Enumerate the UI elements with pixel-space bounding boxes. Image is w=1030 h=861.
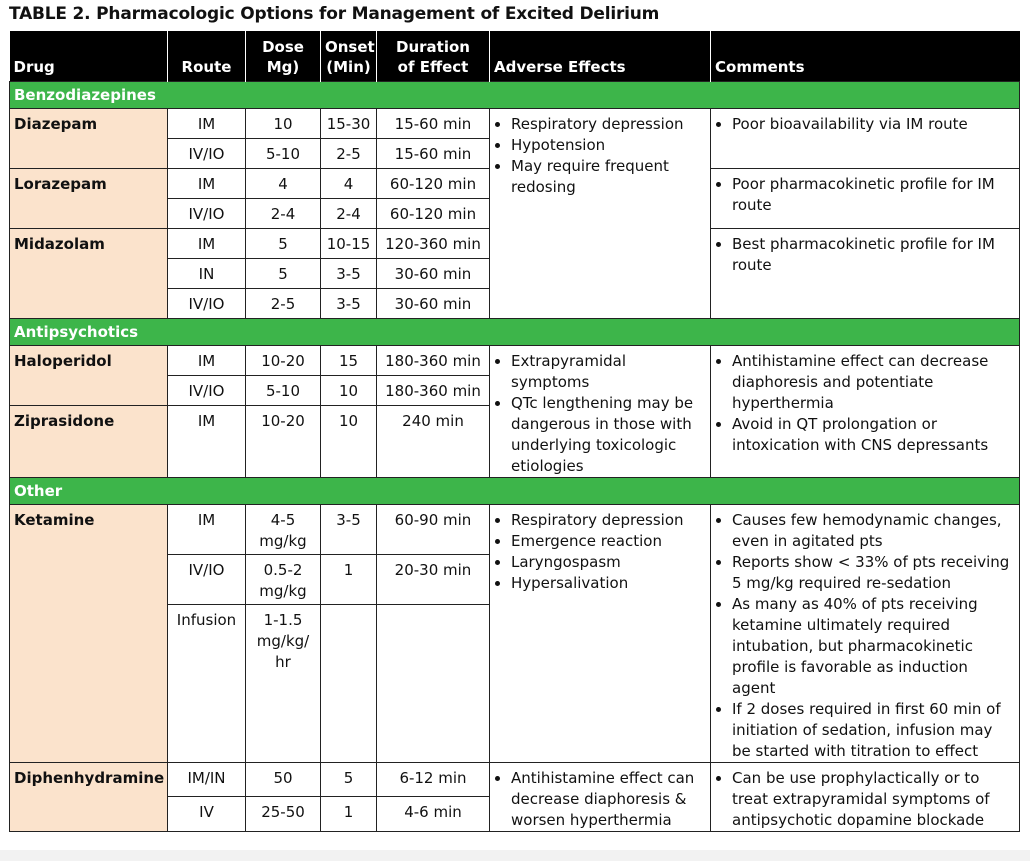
drug-diazepam: Diazepam (10, 108, 168, 168)
header-onset-line2: (Min) (326, 57, 371, 76)
list-item: • Antihistamine effect can decrease diaphoresis and potentiate hyperthermia (732, 351, 1015, 414)
duration-cell: 240 min (377, 405, 490, 477)
route-cell: IM (168, 504, 246, 554)
page-bottom-strip (0, 850, 1030, 861)
dose-cell: 5 (246, 258, 321, 288)
duration-cell: 30-60 min (377, 258, 490, 288)
onset-cell: 10-15 (321, 228, 377, 258)
route-cell: IM (168, 228, 246, 258)
onset-cell: 3-5 (321, 504, 377, 554)
header-dose-line2: Mg) (266, 57, 300, 76)
header-adverse: Adverse Effects (490, 31, 711, 81)
route-cell: IM (168, 108, 246, 138)
comment-midazolam (711, 228, 1020, 318)
onset-cell: 15-30 (321, 108, 377, 138)
section-row-benzodiazepines (10, 81, 1020, 108)
route-cell: Infusion (168, 604, 246, 762)
header-onset (321, 31, 377, 81)
header-route: Route (168, 31, 246, 81)
table-row (10, 762, 1020, 797)
list-item: • Respiratory depression (511, 114, 706, 135)
list-item: • QTc lengthening may be dangerous in those with underlying toxicologic etiologies (511, 393, 706, 477)
onset-cell: 4 (321, 168, 377, 198)
header-drug: Drug (10, 31, 168, 81)
duration-cell: 60-90 min (377, 504, 490, 554)
dose-cell: 50 (246, 762, 321, 797)
list-item: • Reports show < 33% of pts receiving 5 mg/kg required re-sedation (732, 552, 1015, 594)
section-other: Other (10, 477, 1020, 504)
dose-cell: 2-4 (246, 198, 321, 228)
adverse-benzo-list (494, 114, 706, 198)
duration-cell: 60-120 min (377, 168, 490, 198)
list-item: • Hypersalivation (511, 573, 706, 594)
table-row (10, 345, 1020, 375)
pharmacologic-table (9, 31, 1020, 832)
header-onset-line1: Onset (325, 37, 375, 56)
onset-cell: 10 (321, 375, 377, 405)
onset-cell: 2-5 (321, 138, 377, 168)
header-duration (377, 31, 490, 81)
route-cell: IV (168, 797, 246, 832)
drug-ziprasidone: Ziprasidone (10, 405, 168, 477)
route-cell: IV/IO (168, 288, 246, 318)
table-title (9, 4, 659, 24)
list-item: • If 2 doses required in first 60 min of initiation of sedation, infusion may be started with titration to effect (732, 699, 1015, 762)
onset-cell: 15 (321, 345, 377, 375)
section-row-antipsychotics (10, 318, 1020, 345)
route-cell: IM (168, 405, 246, 477)
dose-cell: 5 (246, 228, 321, 258)
duration-cell: 15-60 min (377, 108, 490, 138)
list-item: • Respiratory depression (511, 510, 706, 531)
table-row (10, 504, 1020, 554)
list-item: • As many as 40% of pts receiving ketamine ultimately required intubation, but pharmacokinetic profile is favorable as induction agent (732, 594, 1015, 699)
list-item: • Laryngospasm (511, 552, 706, 573)
route-cell: IV/IO (168, 138, 246, 168)
onset-cell: 3-5 (321, 258, 377, 288)
duration-cell: 180-360 min (377, 345, 490, 375)
list-item: • Emergence reaction (511, 531, 706, 552)
duration-cell: 30-60 min (377, 288, 490, 318)
comment-lorazepam (711, 168, 1020, 228)
section-antipsychotics: Antipsychotics (10, 318, 1020, 345)
list-item: • Avoid in QT prolongation or intoxication with CNS depressants (732, 414, 1015, 456)
header-dose (246, 31, 321, 81)
section-row-other (10, 477, 1020, 504)
dose-cell: 1-1.5 mg/kg/ hr (246, 604, 321, 762)
adverse-diphenhydramine (490, 762, 711, 831)
drug-midazolam: Midazolam (10, 228, 168, 318)
table-caption: Pharmacologic Options for Management of Excited Delirium (96, 4, 660, 24)
adverse-benzodiazepines (490, 108, 711, 318)
route-cell: IM (168, 168, 246, 198)
onset-cell: 10 (321, 405, 377, 477)
list-item: • May require frequent redosing (511, 156, 706, 198)
list-item: • Best pharmacokinetic profile for IM route (732, 234, 1015, 276)
drug-lorazepam: Lorazepam (10, 168, 168, 228)
duration-cell: 6-12 min (377, 762, 490, 797)
table-row (10, 108, 1020, 138)
duration-cell: 20-30 min (377, 554, 490, 604)
route-cell: IM/IN (168, 762, 246, 797)
list-item: • Antihistamine effect can decrease diaphoresis & worsen hyperthermia (511, 768, 706, 831)
list-item: • Causes few hemodynamic changes, even in agitated pts (732, 510, 1015, 552)
dose-cell: 10 (246, 108, 321, 138)
dose-cell: 10-20 (246, 345, 321, 375)
list-item: • Hypotension (511, 135, 706, 156)
duration-cell: 120-360 min (377, 228, 490, 258)
route-cell: IV/IO (168, 375, 246, 405)
duration-cell (377, 604, 490, 762)
duration-cell: 180-360 min (377, 375, 490, 405)
dose-cell: 25-50 (246, 797, 321, 832)
adverse-ketamine (490, 504, 711, 762)
route-cell: IM (168, 345, 246, 375)
drug-ketamine: Ketamine (10, 504, 168, 762)
onset-cell: 1 (321, 554, 377, 604)
list-item: • Poor pharmacokinetic profile for IM route (732, 174, 1015, 216)
dose-cell: 5-10 (246, 138, 321, 168)
list-item: • Extrapyramidal symptoms (511, 351, 706, 393)
duration-cell: 60-120 min (377, 198, 490, 228)
route-cell: IV/IO (168, 554, 246, 604)
duration-cell: 15-60 min (377, 138, 490, 168)
onset-cell: 3-5 (321, 288, 377, 318)
route-cell: IN (168, 258, 246, 288)
section-benzodiazepines: Benzodiazepines (10, 81, 1020, 108)
header-duration-line2: of Effect (397, 57, 469, 76)
adverse-antipsychotics (490, 345, 711, 477)
list-item: • Poor bioavailability via IM route (732, 114, 1015, 135)
table-label: TABLE 2. (9, 4, 91, 24)
dose-cell: 5-10 (246, 375, 321, 405)
header-comments: Comments (711, 31, 1020, 81)
list-item: • Can be use prophylactically or to treat extrapyramidal symptoms of antipsychotic dopamine blockade (732, 768, 1015, 831)
dose-cell: 10-20 (246, 405, 321, 477)
onset-cell: 1 (321, 797, 377, 832)
comment-ketamine (711, 504, 1020, 762)
dose-cell: 0.5-2 mg/kg (246, 554, 321, 604)
comment-antipsychotics (711, 345, 1020, 477)
onset-cell: 2-4 (321, 198, 377, 228)
header-row (10, 31, 1020, 81)
header-dose-line1: Dose (262, 37, 304, 56)
drug-diphenhydramine: Diphenhydramine (10, 762, 168, 831)
header-duration-line1: Duration (396, 37, 470, 56)
route-cell: IV/IO (168, 198, 246, 228)
onset-cell (321, 604, 377, 762)
dose-cell: 4-5 mg/kg (246, 504, 321, 554)
drug-haloperidol: Haloperidol (10, 345, 168, 405)
dose-cell: 2-5 (246, 288, 321, 318)
duration-cell: 4-6 min (377, 797, 490, 832)
onset-cell: 5 (321, 762, 377, 797)
comment-diazepam (711, 108, 1020, 168)
dose-cell: 4 (246, 168, 321, 198)
comment-diphenhydramine (711, 762, 1020, 831)
